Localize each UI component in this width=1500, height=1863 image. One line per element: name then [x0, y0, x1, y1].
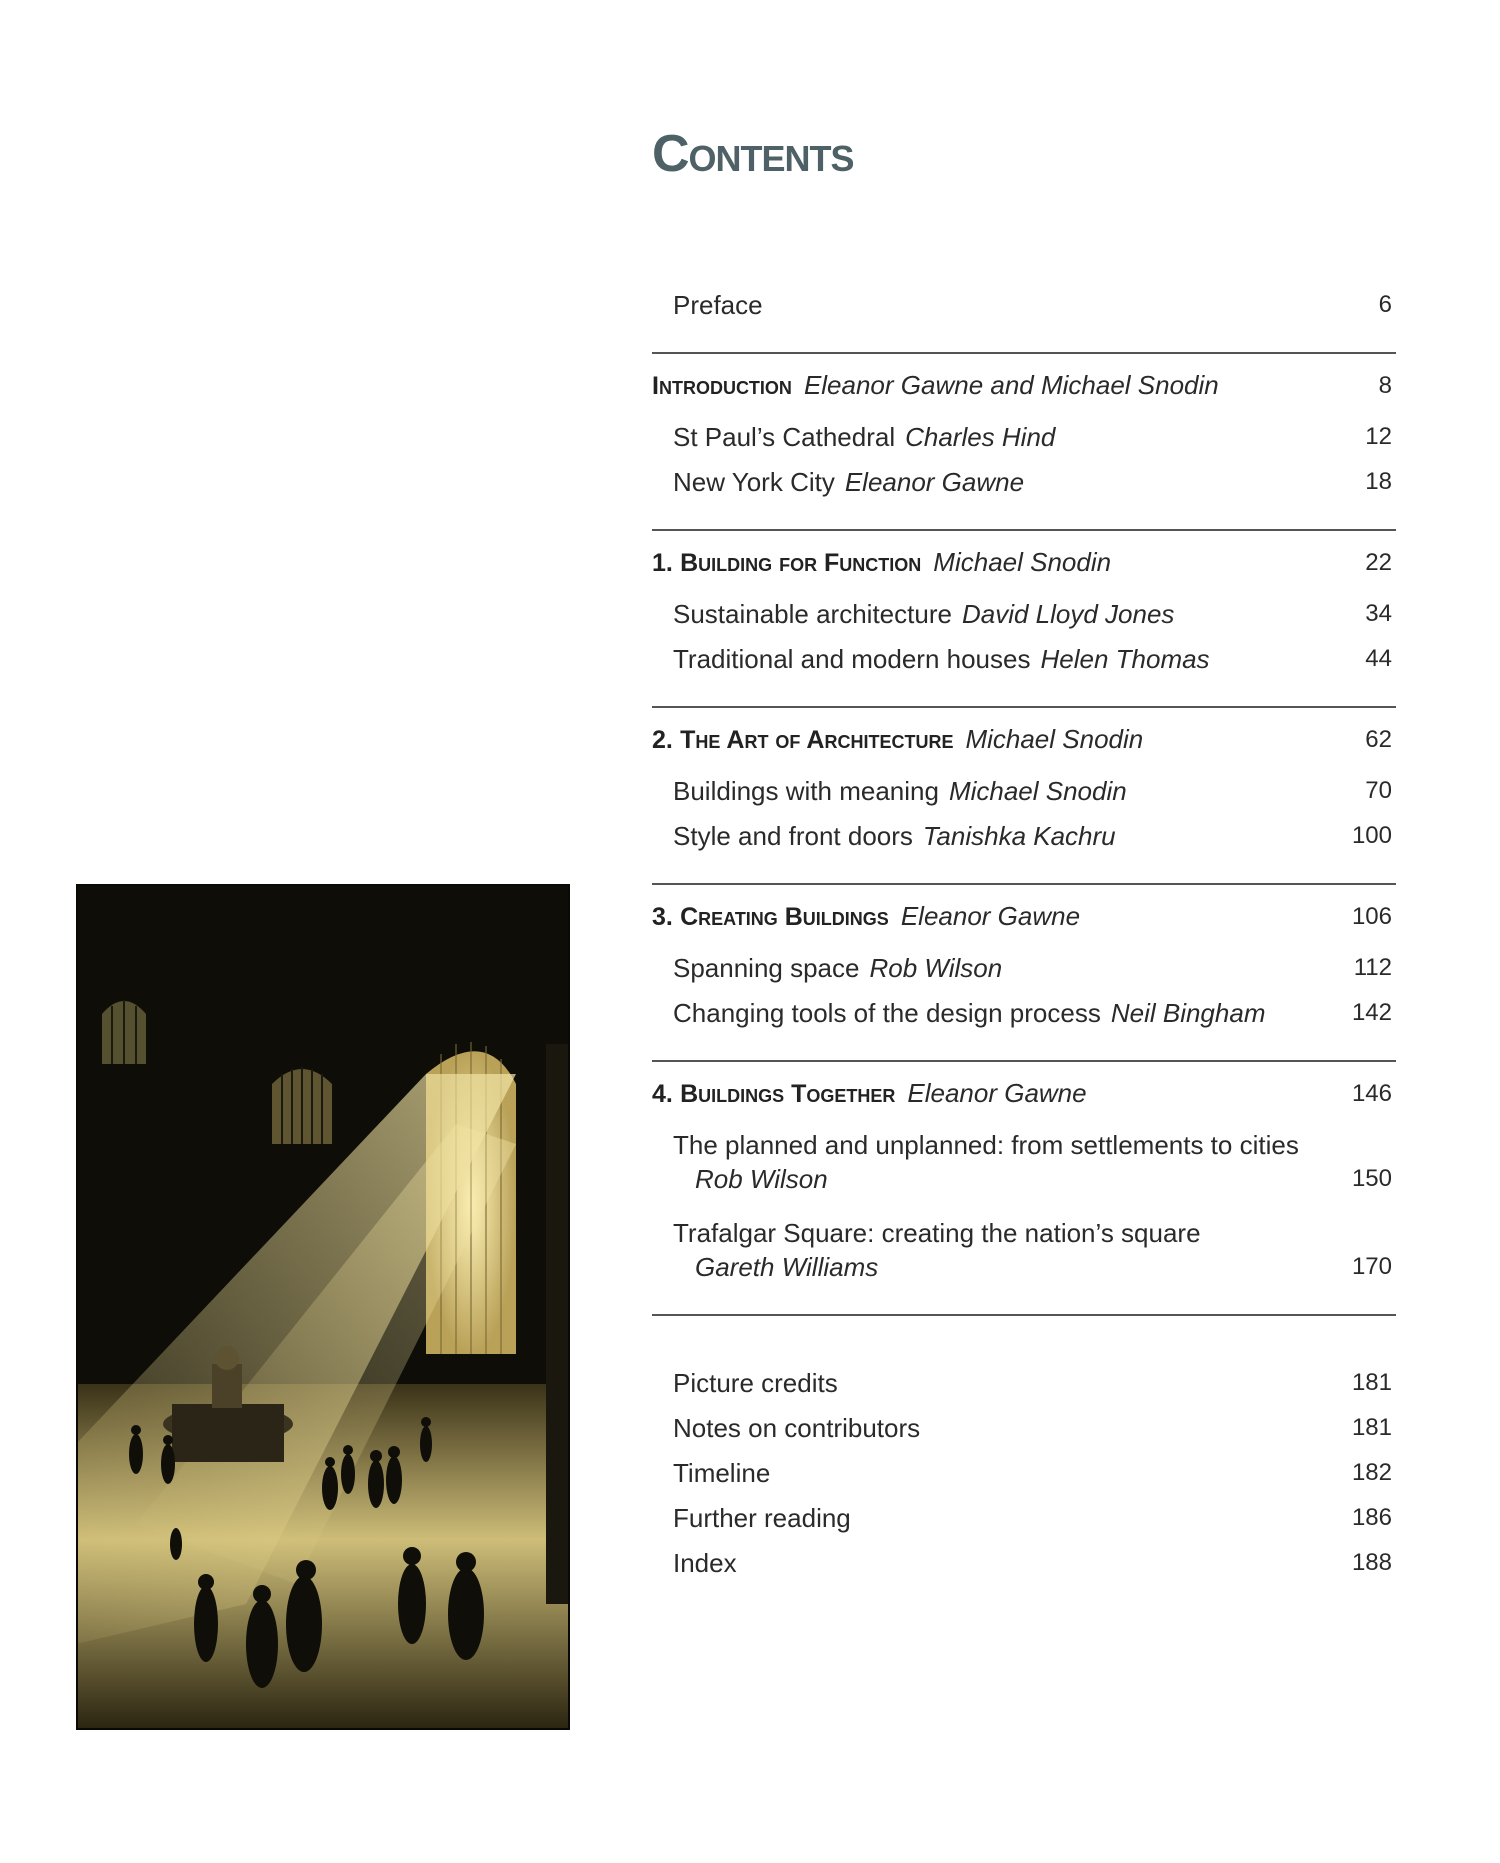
toc-entry-author: Helen Thomas — [1040, 644, 1210, 674]
section-title: Introduction — [652, 372, 792, 400]
toc-entry-label: Spanning space — [673, 953, 860, 983]
toc-entry-preface[interactable] — [652, 288, 1396, 322]
toc-entry[interactable] — [652, 597, 1396, 631]
toc-entry[interactable] — [652, 774, 1396, 808]
section-title: The Art of Architecture — [680, 726, 954, 754]
toc-page-number: 182 — [1351, 1459, 1392, 1486]
toc-entry[interactable] — [652, 1128, 1396, 1196]
toc-entry-back-matter[interactable] — [652, 1411, 1396, 1445]
toc-entry-label: Sustainable architecture — [673, 599, 952, 629]
toc-page-number: 188 — [1351, 1549, 1392, 1576]
toc-page-number: 170 — [1351, 1253, 1392, 1280]
section-number: 1. — [652, 549, 673, 577]
section-number: 3. — [652, 903, 673, 931]
toc-entry-label: Changing tools of the design process — [673, 998, 1101, 1028]
toc-entry-label: Traditional and modern houses — [673, 644, 1031, 674]
toc-entry-back-matter[interactable] — [652, 1366, 1396, 1400]
section-author: Eleanor Gawne — [900, 901, 1081, 931]
toc-entry[interactable] — [652, 642, 1396, 676]
page-title: Contents — [652, 125, 854, 183]
toc-entry-author: Neil Bingham — [1110, 998, 1266, 1028]
station-hall-photo — [76, 884, 570, 1730]
section-number: 2. — [652, 726, 673, 754]
toc-entry-label: Picture credits — [673, 1368, 838, 1398]
toc-page-number: 22 — [1365, 549, 1392, 576]
section-author: Eleanor Gawne and Michael Snodin — [803, 370, 1219, 400]
toc-page-number: 62 — [1365, 726, 1392, 753]
toc-entry-back-matter[interactable] — [652, 1546, 1396, 1580]
section-divider — [652, 1060, 1396, 1062]
toc-page-number: 8 — [1378, 372, 1392, 399]
toc-section-3[interactable] — [652, 899, 1396, 934]
toc-entry-label: Timeline — [673, 1458, 771, 1488]
toc-entry-label: The planned and unplanned: from settlements to cities — [673, 1130, 1299, 1160]
toc-page-number: 181 — [1351, 1369, 1392, 1396]
toc-entry-author: Michael Snodin — [948, 776, 1127, 806]
toc-entry-label: Index — [673, 1548, 737, 1578]
toc-entry-label: Buildings with meaning — [673, 776, 939, 806]
toc-entry[interactable] — [652, 465, 1396, 499]
toc-section-1[interactable] — [652, 545, 1396, 580]
toc-entry-back-matter[interactable] — [652, 1501, 1396, 1535]
section-divider — [652, 529, 1396, 531]
toc-entry-author: Eleanor Gawne — [844, 467, 1025, 497]
toc-entry[interactable] — [652, 819, 1396, 853]
table-of-contents — [652, 288, 1396, 1580]
toc-section-introduction[interactable] — [652, 368, 1396, 403]
toc-entry[interactable] — [652, 420, 1396, 454]
toc-page-number: 150 — [1351, 1165, 1392, 1192]
toc-page-number: 12 — [1365, 423, 1392, 450]
toc-page-number: 100 — [1351, 822, 1392, 849]
toc-entry-author: Rob Wilson — [695, 1164, 828, 1194]
toc-entry-author: David Lloyd Jones — [961, 599, 1175, 629]
toc-entry-label: Trafalgar Square: creating the nation’s square — [673, 1218, 1201, 1248]
toc-entry-label: Notes on contributors — [673, 1413, 921, 1443]
toc-entry[interactable] — [652, 996, 1396, 1030]
section-divider — [652, 883, 1396, 885]
section-title: Buildings Together — [680, 1080, 896, 1108]
toc-section-2[interactable] — [652, 722, 1396, 757]
toc-entry-author: Tanishka Kachru — [922, 821, 1116, 851]
toc-entry[interactable] — [652, 951, 1396, 985]
toc-page-number: 70 — [1365, 777, 1392, 804]
section-author: Michael Snodin — [933, 547, 1112, 577]
toc-entry[interactable] — [652, 1216, 1396, 1284]
section-number: 4. — [652, 1080, 673, 1108]
toc-page-number: 34 — [1365, 600, 1392, 627]
toc-entry-label: New York City — [673, 467, 835, 497]
toc-entry-author: Charles Hind — [905, 422, 1056, 452]
toc-page-number: 18 — [1365, 468, 1392, 495]
toc-entry-label: St Paul’s Cathedral — [673, 422, 896, 452]
toc-entry-back-matter[interactable] — [652, 1456, 1396, 1490]
toc-entry-label: Preface — [673, 290, 763, 320]
toc-section-4[interactable] — [652, 1076, 1396, 1111]
toc-page-number: 44 — [1365, 645, 1392, 672]
section-divider — [652, 706, 1396, 708]
toc-page-number: 6 — [1378, 291, 1392, 318]
section-divider — [652, 352, 1396, 354]
section-title: Creating Buildings — [680, 903, 889, 931]
toc-page-number: 146 — [1351, 1080, 1392, 1107]
toc-entry-author: Rob Wilson — [869, 953, 1003, 983]
section-author: Eleanor Gawne — [907, 1078, 1087, 1108]
section-author: Michael Snodin — [965, 724, 1144, 754]
toc-page-number: 106 — [1351, 903, 1392, 930]
section-title: Building for Function — [680, 549, 922, 577]
toc-entry-label: Style and front doors — [673, 821, 913, 851]
toc-entry-label: Further reading — [673, 1503, 851, 1533]
toc-page-number: 186 — [1351, 1504, 1392, 1531]
toc-entry-author: Gareth Williams — [695, 1252, 879, 1282]
toc-page-number: 142 — [1351, 999, 1392, 1026]
toc-page-number: 112 — [1353, 954, 1392, 981]
toc-page-number: 181 — [1351, 1414, 1392, 1441]
